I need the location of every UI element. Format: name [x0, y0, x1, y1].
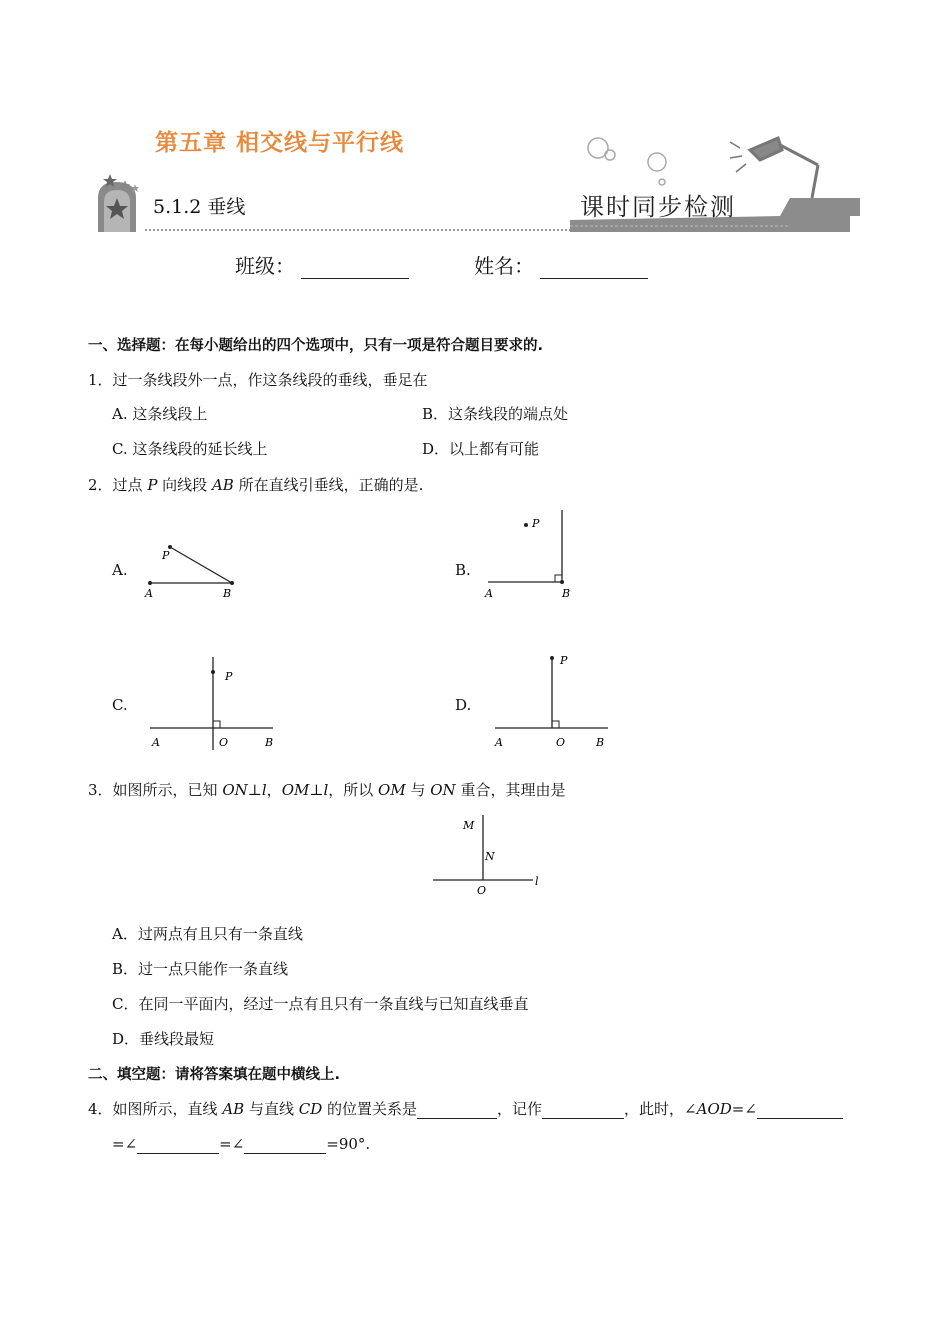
q3-om-1: OM	[281, 781, 310, 799]
q4-line2-b: =∠	[219, 1135, 245, 1153]
q1-stem: 1．过一条线段外一点，作这条线段的垂线，垂足在	[88, 371, 428, 389]
name-blank[interactable]	[540, 278, 648, 279]
q4-mid1: 与直线	[244, 1100, 299, 1118]
q4-line-ab: AB	[222, 1100, 245, 1118]
q3-option-b[interactable]: B．过一点只能作一条直线	[112, 960, 289, 978]
q2-option-b[interactable]: B.	[455, 561, 471, 579]
q3-label-o: O	[477, 884, 487, 897]
q4-line2-a: =∠	[112, 1135, 138, 1153]
q1-option-d[interactable]: D．以上都有可能	[422, 440, 540, 458]
star-badge-icon	[98, 174, 139, 232]
q2a-label-p: P	[162, 549, 170, 562]
q1-option-a[interactable]: A. 这条线段上	[112, 405, 208, 423]
q3-label-n: N	[485, 850, 495, 863]
q2-tail: 所在直线引垂线，正确的是.	[233, 476, 424, 494]
q2-segment-ab: AB	[211, 476, 234, 494]
q3-tail: 重合，其理由是	[455, 781, 566, 799]
q3-num: 3．如图所示，已知	[88, 781, 223, 799]
q4-pre: 4．如图所示，直线	[88, 1100, 223, 1118]
q2c-label-p: P	[225, 670, 233, 683]
q3-sep: ，	[266, 781, 282, 799]
q3-perp-2: ⊥	[309, 781, 324, 799]
q3-label-m: M	[463, 819, 475, 832]
q2-figure-a	[140, 535, 250, 605]
desk-lamp-icon	[730, 138, 818, 198]
q1-option-b[interactable]: B．这条线段的端点处	[422, 405, 569, 423]
q2c-label-b: B	[265, 736, 274, 749]
class-blank[interactable]	[301, 278, 409, 279]
q2-mid: 向线段	[157, 476, 212, 494]
chapter-title: 第五章 相交线与平行线	[155, 130, 405, 156]
q2-point-p: P	[147, 476, 158, 494]
q3-figure	[425, 810, 555, 900]
part1-heading: 一、选择题：在每小题给出的四个选项中，只有一项是符合题目要求的.	[88, 338, 544, 354]
q4-eq1: =∠	[731, 1100, 757, 1118]
q4-angle-aod: AOD	[696, 1100, 732, 1118]
q3-on-2: ON	[430, 781, 456, 799]
q3-perp-1: ⊥	[247, 781, 262, 799]
class-label: 班级：	[235, 254, 295, 278]
q2-figure-c	[145, 652, 285, 752]
q3-with: 与	[405, 781, 431, 799]
q3-label-l: l	[535, 875, 539, 888]
q4-blank-relation[interactable]	[417, 1118, 497, 1119]
bubble-icons	[588, 138, 666, 185]
q2-option-c[interactable]: C.	[112, 696, 128, 714]
q3-option-c[interactable]: C．在同一平面内，经过一点有且只有一条直线与已知直线垂直	[112, 995, 529, 1013]
q3-l-2: l	[323, 781, 329, 799]
q2d-label-a: A	[495, 736, 503, 749]
q2b-label-p: P	[532, 517, 540, 530]
q3-on-1: ON	[222, 781, 248, 799]
sync-test-badge: 课时同步检测	[580, 193, 736, 221]
q3-option-d[interactable]: D．垂线段最短	[112, 1030, 215, 1048]
q2-figure-d	[490, 650, 620, 750]
q3-mid: ，所以	[328, 781, 379, 799]
q2-figure-b	[480, 505, 590, 605]
part2-heading: 二、填空题：请将答案填在题中横线上.	[88, 1067, 341, 1083]
name-label: 姓名：	[474, 254, 535, 278]
q2a-label-a: A	[145, 587, 153, 600]
q4-blank-angle3[interactable]	[244, 1153, 326, 1154]
q4-end: =90°.	[326, 1135, 371, 1153]
q4-line-cd: CD	[298, 1100, 323, 1118]
q4-mid3: ，记作	[497, 1100, 543, 1118]
q2-option-a[interactable]: A.	[112, 561, 128, 579]
q3-stem	[88, 780, 565, 800]
q4-mid2: 的位置关系是	[322, 1100, 418, 1118]
q2-option-d[interactable]: D.	[455, 696, 472, 714]
q2b-label-b: B	[562, 587, 571, 600]
q4-line1	[88, 1099, 843, 1119]
q2d-label-b: B	[596, 736, 605, 749]
student-info-row	[235, 250, 648, 279]
section-label: 5.1.2 垂线	[153, 196, 246, 218]
q4-blank-angle2[interactable]	[137, 1153, 219, 1154]
q2b-label-a: A	[485, 587, 493, 600]
q4-line2	[112, 1134, 370, 1154]
q1-option-c[interactable]: C. 这条线段的延长线上	[112, 440, 268, 458]
q2c-label-o: O	[219, 736, 229, 749]
q4-blank-notation[interactable]	[542, 1118, 624, 1119]
q2-num: 2．过点	[88, 476, 148, 494]
q4-mid4: ，此时，∠	[624, 1100, 697, 1118]
q4-blank-angle1[interactable]	[757, 1118, 843, 1119]
q2c-label-a: A	[152, 736, 160, 749]
q2a-label-b: B	[223, 587, 232, 600]
q2d-label-p: P	[560, 654, 568, 667]
q3-l-1: l	[261, 781, 267, 799]
q2d-label-o: O	[556, 736, 566, 749]
q3-option-a[interactable]: A．过两点有且只有一条直线	[112, 925, 303, 943]
q2-stem	[88, 475, 423, 495]
q3-om-2: OM	[378, 781, 406, 799]
